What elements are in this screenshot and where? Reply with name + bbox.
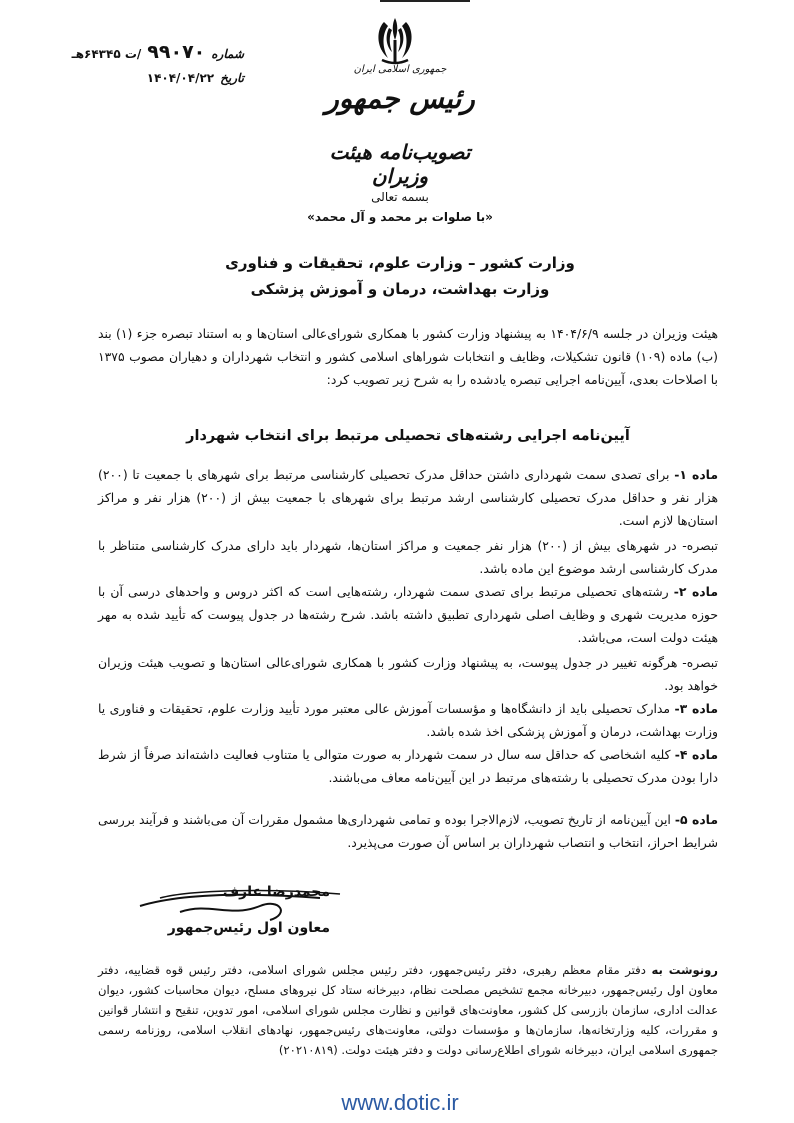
article-5 [98, 808, 718, 854]
document-type: تصویب‌نامه هیئت وزیران [329, 140, 471, 188]
article-5-label: ماده ۵- [674, 812, 719, 827]
article-4 [98, 743, 718, 789]
reference-block [14, 41, 244, 86]
article-1-note-label: تبصره- [682, 538, 718, 553]
website-link[interactable]: www.dotic.ir [341, 1090, 459, 1115]
regulation-title: آیین‌نامه اجرایی رشته‌های تحصیلی مرتبط برای انتخاب شهردار [186, 428, 630, 444]
article-5-text: این آیین‌نامه از تاریخ تصویب، لازم‌الاجرا بوده و تمامی شهرداری‌ها مشمول مقررات آن می‌باشند و فرآیند بررسی شرایط احراز، انتخاب و انتصاب شهرداران بر اساس آن صورت می‌پذیرد. [98, 812, 718, 850]
article-3-text: مدارک تحصیلی باید از دانشگاه‌ها و مؤسسات آموزش عالی معتبر مورد تأیید وزارت علوم، تحقیقات و فناوری یا وزارت بهداشت، درمان و آموزش پزشکی اخذ شده باشد. [98, 701, 718, 739]
office-title: رئیس جمهور [325, 82, 475, 115]
date-label: تاریخ [220, 71, 244, 85]
article-1-label: ماده ۱- [674, 467, 718, 482]
article-1-note-text: در شهرهای بیش از (۲۰۰) هزار نفر جمعیت و مراکز استان‌ها، شهردار باید دارای مدرک کارشناسی متناظر با مدرک کارشناسی ارشد موضوع این ماده باشد. [98, 538, 718, 576]
copies-text: دفتر مقام معظم رهبری، دفتر رئیس‌جمهور، دفتر رئیس مجلس شورای اسلامی، دفتر رئیس قوه قضاییه، دفتر معاون اول رئیس‌جمهور، دبیرخانه مجمع تشخیص مصلحت نظام، دبیرخانه ستاد کل نیروهای مسلح، دیوان محاسبات کشور، دیوان عدالت اداری، سازمان بازرسی کل کشور، معاونت‌های قوانین و نظارت مجلس شورای اسلامی، امور تدوین، تنقیح و انتشار قوانین و مقررات، کلیه وزارتخانه‌ها، سازمان‌ها و مؤسسات دولتی، معاونت‌های رئیس‌جمهور، نهادهای انقلاب اسلامی، روزنامه رسمی جمهوری اسلامی ایران، دبیرخانه شورای اطلاع‌رسانی دولت و دفتر هیئت دولت. (۲۰۲۱۰۸۱۹) [98, 963, 718, 1057]
signatory-name: محمدرضا عارف [222, 884, 330, 900]
article-1-note [98, 534, 718, 580]
reference-date-row [14, 70, 244, 86]
article-2-note-label: تبصره- [682, 655, 718, 670]
republic-label: جمهوری اسلامی ایران [353, 64, 447, 75]
top-rule [380, 0, 470, 5]
number-label: شماره [211, 47, 244, 61]
signatory-title: معاون اول رئیس‌جمهور [167, 920, 330, 936]
iran-emblem-icon [370, 14, 420, 70]
invocation-line2: «با صلوات بر محمد و آل محمد» [307, 210, 493, 224]
number-suffix: /ت ۶۴۳۴۵هـ [71, 47, 142, 61]
invocation-line1: بسمه تعالی [371, 190, 429, 204]
number-value: ۹۹۰۷۰ [147, 41, 206, 63]
article-2-label: ماده ۲- [673, 584, 718, 599]
article-4-label: ماده ۴- [674, 747, 718, 762]
date-value: ۱۴۰۴/۰۴/۲۲ [146, 71, 215, 85]
addressee-line1: وزارت کشور – وزارت علوم، تحقیقات و فناوری [225, 254, 575, 272]
article-2 [98, 580, 718, 649]
article-3 [98, 697, 718, 743]
preamble: هیئت وزیران در جلسه ۱۴۰۴/۶/۹ به پیشنهاد وزارت کشور با همکاری شورای‌عالی استان‌ها و به استناد تبصره جزء (۱) بند (ب) ماده (۱۰۹) قانون تشکیلات، وظایف و انتخابات شوراهای اسلامی کشور و انتخاب شهرداران و دهیاران مصوب ۱۳۷۵ با اصلاحات بعدی، آیین‌نامه اجرایی تبصره یادشده را به شرح زیر تصویب کرد: [98, 326, 719, 387]
article-2-note [98, 651, 718, 697]
reference-number-row [14, 41, 244, 63]
article-4-text: کلیه اشخاصی که حداقل سه سال در سمت شهردار به صورت متوالی یا متناوب فعالیت داشته‌اند صرفاً از شرط دارا بودن مدرک تحصیلی با رشته‌های مرتبط در این آیین‌نامه معاف می‌باشند. [98, 747, 718, 785]
copies-list [98, 960, 718, 1060]
article-1-text: برای تصدی سمت شهرداری داشتن حداقل مدرک تحصیلی کارشناسی مرتبط برای شهرهای با جمعیت تا (۲۰۰) هزار نفر و حداقل مدرک تحصیلی کارشناسی ارشد مرتبط برای شهرهای با جمعیت بیش از (۲۰۰) هزار نفر و مراکز استان‌ها لازم است. [98, 467, 718, 528]
addressee-line2: وزارت بهداشت، درمان و آموزش پزشکی [250, 280, 550, 298]
article-1 [98, 463, 718, 532]
article-2-text: رشته‌های تحصیلی مرتبط برای تصدی سمت شهردار، رشته‌هایی است که اکثر دروس و واحدهای درسی آن با حوزه مدیریت شهری و وظایف اصلی شهرداری تطبیق داشته باشد. شرح رشته‌ها در جدول پیوست که تأیید شده به مهر هیئت دولت است، می‌باشد. [98, 584, 718, 645]
copies-label: رونوشت به [651, 963, 718, 977]
article-3-label: ماده ۳- [674, 701, 719, 716]
article-2-note-text: هرگونه تغییر در جدول پیوست، به پیشنهاد وزارت کشور با همکاری شورای‌عالی استان‌ها و تصویب هیئت وزیران خواهد بود. [98, 655, 718, 693]
